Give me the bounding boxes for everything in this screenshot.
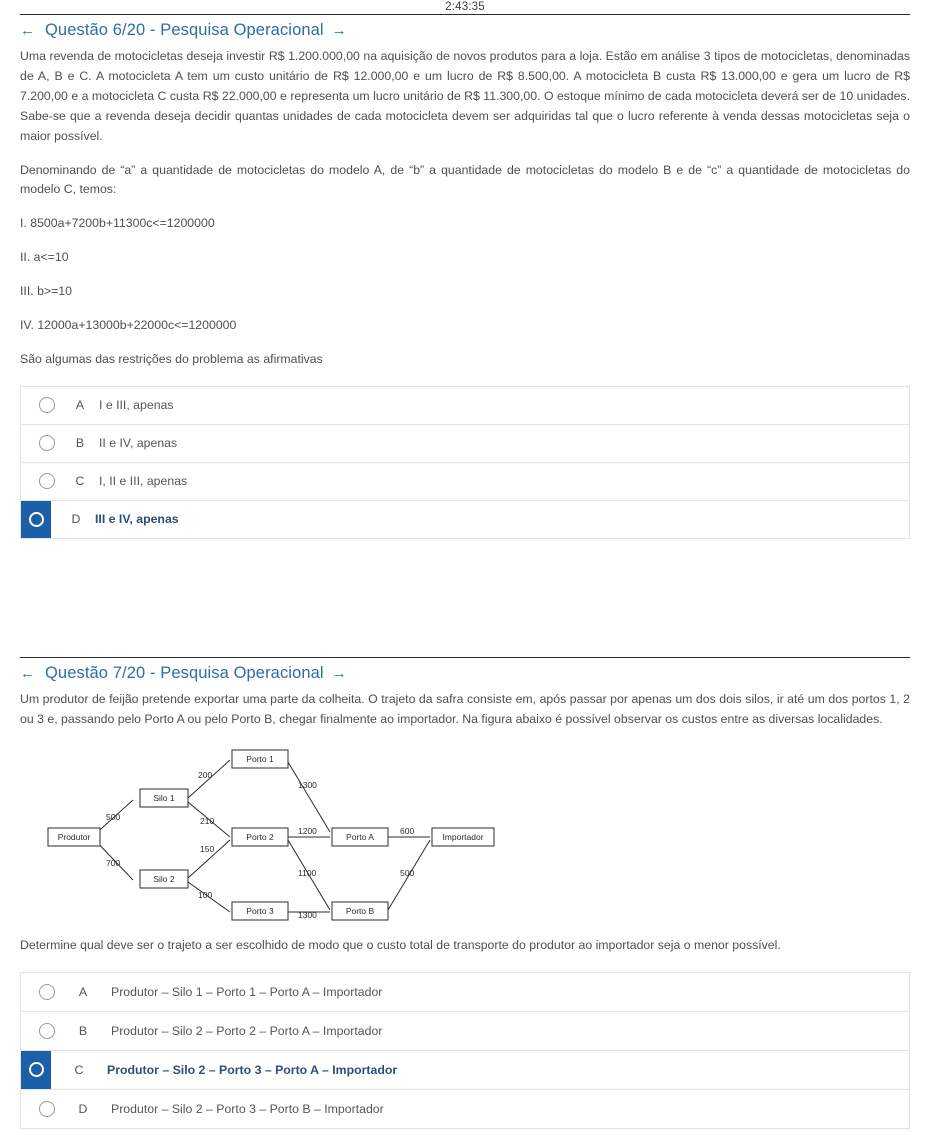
node-label-produtor: Produtor xyxy=(57,831,91,842)
edge-cost-porto2-portoB: 1100 xyxy=(298,867,317,878)
question-6-block xyxy=(0,14,930,539)
option-a[interactable] xyxy=(21,973,909,1012)
option-text: Produtor – Silo 2 – Porto 3 – Porto A – Importador xyxy=(107,1062,398,1077)
node-label-importador: Importador xyxy=(442,831,484,842)
radio-selected-wrap[interactable] xyxy=(21,1051,51,1089)
option-letter: D xyxy=(71,512,81,527)
radio-icon[interactable] xyxy=(39,397,55,413)
question-6-options xyxy=(20,386,910,539)
edge-cost-silo1-porto1: 200 xyxy=(198,769,213,780)
radio-icon[interactable] xyxy=(39,1023,55,1039)
edge-cost-portoA-importador: 600 xyxy=(400,825,415,836)
node-label-silo1: Silo 1 xyxy=(153,792,175,803)
question-6-restriction-4: IV. 12000a+13000b+22000c<=1200000 xyxy=(20,318,237,333)
question-7-block xyxy=(0,657,930,1129)
option-b[interactable] xyxy=(21,1012,909,1051)
question-7-header xyxy=(20,657,910,683)
radio-icon[interactable] xyxy=(39,435,55,451)
network-figure xyxy=(20,740,910,930)
arrow-left-icon[interactable]: ← xyxy=(20,22,35,39)
edge-cost-silo1-porto2: 210 xyxy=(200,815,215,826)
option-text: Produtor – Silo 2 – Porto 3 – Porto B – Importador xyxy=(111,1101,384,1116)
question-7-options xyxy=(20,972,910,1129)
option-letter: C xyxy=(74,1062,84,1077)
option-text: II e IV, apenas xyxy=(99,436,178,451)
section-spacer xyxy=(0,539,930,657)
radio-selected-wrap[interactable] xyxy=(21,501,51,538)
question-6-paragraph-2: Denominando de “a” a quantidade de motocicletas do modelo A, de “b” a quantidade de motocicletas do modelo B e de “c” a quantidade de motocicletas do modelo C, temos: xyxy=(20,162,910,197)
option-text: Produtor – Silo 2 – Porto 2 – Porto A – Importador xyxy=(111,1023,383,1038)
question-7-title: Questão 7/20 - Pesquisa Operacional xyxy=(45,663,324,682)
network-diagram-svg xyxy=(20,740,510,930)
option-letter: A xyxy=(78,984,88,999)
question-6-restriction-2: II. a<=10 xyxy=(20,250,69,265)
radio-icon[interactable] xyxy=(29,512,44,527)
option-text: III e IV, apenas xyxy=(95,512,179,527)
question-6-header xyxy=(20,14,910,40)
question-7-body xyxy=(20,690,910,730)
edge-cost-porto2-portoA: 1200 xyxy=(298,825,317,836)
arrow-left-icon[interactable]: ← xyxy=(20,664,35,682)
radio-icon[interactable] xyxy=(39,1101,55,1117)
edge-cost-porto3-portoB: 1300 xyxy=(298,909,317,920)
radio-icon[interactable] xyxy=(29,1062,44,1077)
option-letter: C xyxy=(75,474,85,489)
question-6-prompt: São algumas das restrições do problema as afirmativas xyxy=(20,351,323,366)
option-d[interactable] xyxy=(21,1090,909,1129)
node-label-portoA: Porto A xyxy=(346,831,374,842)
edge-cost-porto1-portoA: 1300 xyxy=(298,779,317,790)
option-c[interactable] xyxy=(21,463,909,501)
arrow-right-icon[interactable]: → xyxy=(331,22,347,39)
radio-icon[interactable] xyxy=(39,984,55,1000)
option-letter: A xyxy=(75,398,85,413)
timer: 2:43:35 xyxy=(445,1,485,13)
edge-cost-portoB-importador: 500 xyxy=(400,867,415,878)
option-text: I, II e III, apenas xyxy=(99,474,188,489)
option-d[interactable] xyxy=(21,501,909,539)
option-letter: B xyxy=(75,436,85,451)
question-6-title: Questão 6/20 - Pesquisa Operacional xyxy=(45,21,324,39)
edge-cost-silo2-porto3: 100 xyxy=(198,889,213,900)
node-label-portoB: Porto B xyxy=(345,905,375,916)
option-letter: D xyxy=(78,1101,88,1116)
edge-cost-produtor-silo1: 500 xyxy=(106,811,121,822)
edge-cost-silo2-porto2: 150 xyxy=(200,843,215,854)
node-label-silo2: Silo 2 xyxy=(153,873,175,884)
option-text: I e III, apenas xyxy=(99,398,174,413)
question-6-paragraph-1: Uma revenda de motocicletas deseja investir R$ 1.200.000,00 na aquisição de novos produtos para a loja. Estão em análise 3 tipos de motocicletas, denominadas de A, B e C. A motocicleta A tem um custo unitário de R$ 12.000,00 e um lucro de R$ 8.500,00. A motocicleta B custa R$ 13.000,00 e gera um lucro de R$ 7.200,00 e a motocicleta C custa R$ 22.000,00 e representa um lucro unitário de R$ 11.300,00. O estoque mínimo de cada motocicleta deverá ser de 10 unidades. Sabe-se que a revenda deseja decidir quantas unidades de cada motocicleta devem ser adquiridas tal que o lucro referente à venda dessas motocicletas seja o maior possível. xyxy=(20,49,910,143)
question-6-body xyxy=(20,47,910,370)
edge-cost-produtor-silo2: 700 xyxy=(106,857,121,868)
node-label-porto2: Porto 2 xyxy=(246,831,274,842)
question-6-restriction-1: I. 8500a+7200b+11300c<=1200000 xyxy=(20,216,215,231)
node-label-porto3: Porto 3 xyxy=(246,905,274,916)
radio-icon[interactable] xyxy=(39,473,55,489)
option-a[interactable] xyxy=(21,387,909,425)
question-7-intro: Um produtor de feijão pretende exportar uma parte da colheita. O trajeto da safra consiste em, após passar por apenas um dos dois silos, ir até um dos portos 1, 2 ou 3 e, passando pelo Porto A ou pelo Porto B, chegar finalmente ao importador. Na figura abaixo é possível observar os custos entre as diversas localidades. xyxy=(20,691,910,726)
question-6-restriction-3: III. b>=10 xyxy=(20,284,72,299)
option-c[interactable] xyxy=(21,1051,909,1090)
option-b[interactable] xyxy=(21,425,909,463)
arrow-right-icon[interactable]: → xyxy=(331,664,347,682)
option-text: Produtor – Silo 1 – Porto 1 – Porto A – Importador xyxy=(111,984,383,999)
option-letter: B xyxy=(78,1023,88,1038)
question-7-prompt: Determine qual deve ser o trajeto a ser escolhido de modo que o custo total de transporte do produtor ao importador seja o menor possível. xyxy=(20,937,781,952)
node-label-porto1: Porto 1 xyxy=(246,753,274,764)
